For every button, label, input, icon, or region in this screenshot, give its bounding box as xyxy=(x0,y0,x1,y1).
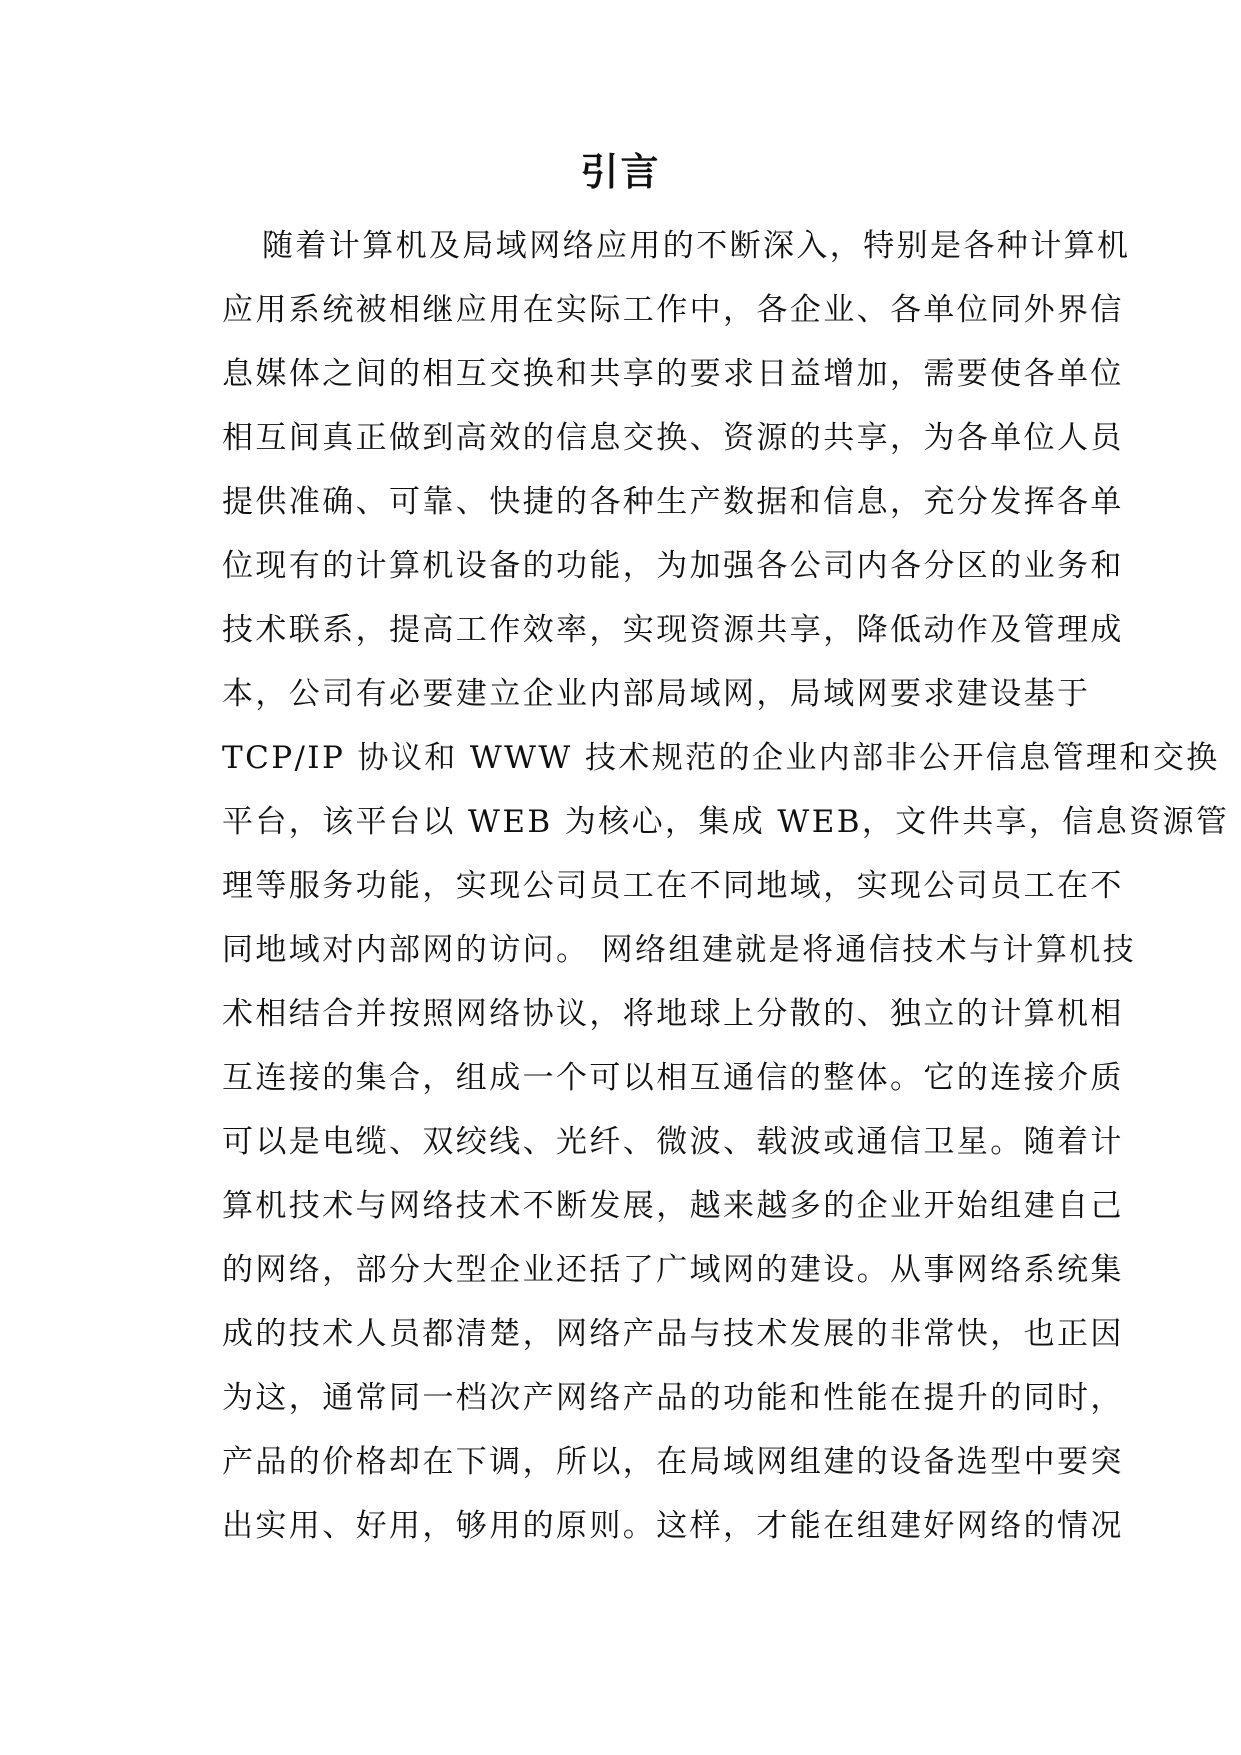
text-line: 应用系统被相继应用在实际工作中，各企业、各单位同外界信 xyxy=(222,292,1124,328)
text-line: 同地域对内部网的访问。 网络组建就是将通信技术与计算机技 xyxy=(222,932,1137,968)
text-line: 算机技术与网络技术不断发展，越来越多的企业开始组建自己 xyxy=(222,1188,1124,1224)
text-line: 为这，通常同一档次产网络产品的功能和性能在提升的同时， xyxy=(222,1380,1124,1416)
text-line: 技术联系，提高工作效率，实现资源共享，降低动作及管理成 xyxy=(222,612,1124,648)
text-line: 理等服务功能，实现公司员工在不同地域，实现公司员工在不 xyxy=(222,868,1124,904)
body-paragraph xyxy=(222,214,1230,1558)
text-line: 随着计算机及局域网络应用的不断深入，特别是各种计算机 xyxy=(262,228,1131,264)
text-line: 的网络，部分大型企业还括了广域网的建设。从事网络系统集 xyxy=(222,1252,1124,1288)
text-line: 平台，该平台以 WEB 为核心，集成 WEB，文件共享，信息资源管 xyxy=(222,804,1230,840)
text-line: 位现有的计算机设备的功能，为加强各公司内各分区的业务和 xyxy=(222,548,1124,584)
text-line: 出实用、好用，够用的原则。这样，才能在组建好网络的情况 xyxy=(222,1508,1124,1544)
text-line: 息媒体之间的相互交换和共享的要求日益增加，需要使各单位 xyxy=(222,356,1124,392)
text-line: 产品的价格却在下调，所以，在局域网组建的设备选型中要突 xyxy=(222,1444,1124,1480)
page-title: 引言 xyxy=(580,150,661,194)
text-line: 本，公司有必要建立企业内部局域网，局域网要求建设基于 xyxy=(222,676,1091,712)
text-line: TCP/IP 协议和 WWW 技术规范的企业内部非公开信息管理和交换 xyxy=(222,740,1220,776)
text-line: 可以是电缆、双绞线、光纤、微波、载波或通信卫星。随着计 xyxy=(222,1124,1124,1160)
text-line: 互连接的集合，组成一个可以相互通信的整体。它的连接介质 xyxy=(222,1060,1124,1096)
text-line: 成的技术人员都清楚，网络产品与技术发展的非常快，也正因 xyxy=(222,1316,1124,1352)
text-line: 术相结合并按照网络协议，将地球上分散的、独立的计算机相 xyxy=(222,996,1124,1032)
text-line: 相互间真正做到高效的信息交换、资源的共享，为各单位人员 xyxy=(222,420,1124,456)
text-line: 提供准确、可靠、快捷的各种生产数据和信息，充分发挥各单 xyxy=(222,484,1124,520)
